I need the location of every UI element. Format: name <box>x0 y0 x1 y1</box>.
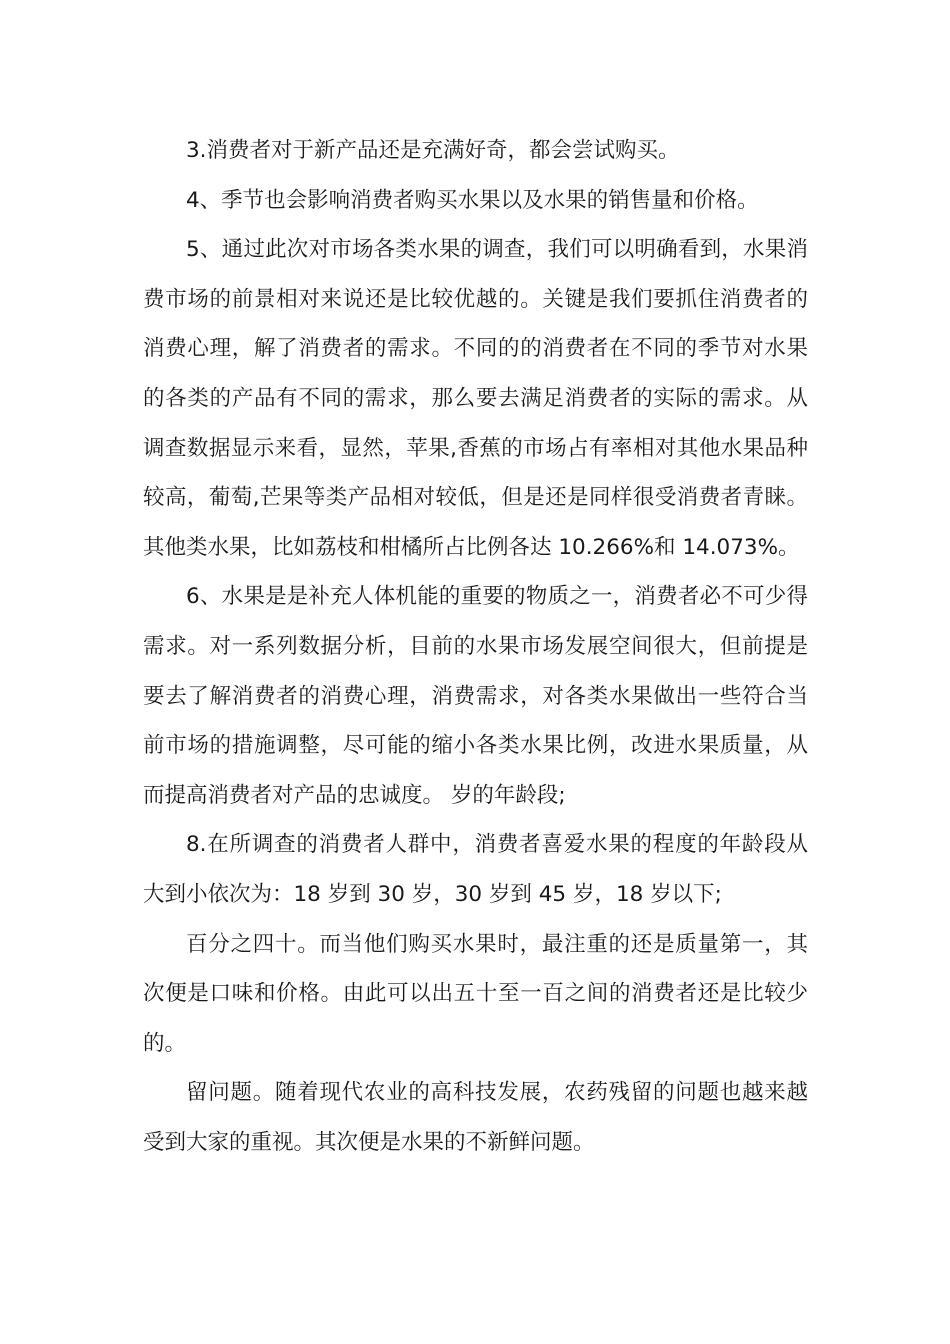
document-body <box>143 126 808 1167</box>
paragraph-3: 3.消费者对于新产品还是充满好奇，都会尝试购买。 <box>186 138 680 163</box>
paragraph-percentage: 百分之四十。而当他们购买水果时，最注重的还是质量第一，其次便是口味和价格。由此可以出五十至一百之间的消费者还是比较少的。 <box>143 931 808 1056</box>
paragraph-5: 5、通过此次对市场各类水果的调查，我们可以明确看到，水果消费市场的前景相对来说还是比较优越的。关键是我们要抓住消费者的消费心理，解了消费者的需求。不同的的消费者在不同的季节对水果的各类的产品有不同的需求，那么要去满足消费者的实际的需求。从调查数据显示来看，显然，苹果,香蕉的市场占有率相对其他水果品种较高，葡萄,芒果等类产品相对较低，但是还是同样很受消费者青睐。其他类水果，比如荔枝和柑橘所占比例各达 10.266%和 14.073%。 <box>143 237 808 560</box>
paragraph-6: 6、水果是是补充人体机能的重要的物质之一，消费者必不可少得需求。对一系列数据分析，目前的水果市场发展空间很大，但前提是要去了解消费者的消费心理，消费需求，对各类水果做出一些符合当前市场的措施调整，尽可能的缩小各类水果比例，改进水果质量，从而提高消费者对产品的忠诚度。 岁的年龄段; <box>143 584 808 808</box>
paragraph-residue: 留问题。随着现代农业的高科技发展，农药残留的问题也越来越受到大家的重视。其次便是水果的不新鲜问题。 <box>143 1080 808 1155</box>
paragraph-4: 4、季节也会影响消费者购买水果以及水果的销售量和价格。 <box>186 187 759 213</box>
paragraph-8: 8.在所调查的消费者人群中，消费者喜爱水果的程度的年龄段从大到小依次为：18 岁到 30 岁，30 岁到 45 岁，18 岁以下; <box>143 832 808 907</box>
